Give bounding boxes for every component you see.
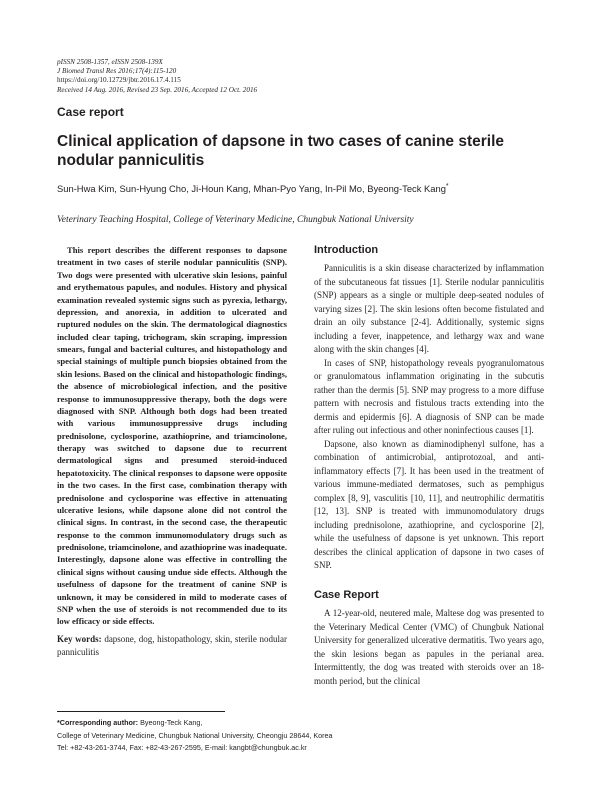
introduction-body xyxy=(314,262,544,573)
journal-metadata xyxy=(57,58,257,95)
corresponding-author-mark: * xyxy=(445,183,449,190)
keywords-label: Key words: xyxy=(57,634,102,644)
corresponding-author-name: Byeong-Teck Kang, xyxy=(140,718,203,727)
author-names: Sun-Hwa Kim, Sun-Hyung Cho, Ji-Houn Kang, Mhan-Pyo Yang, In-Pil Mo, Byeong-Teck Kang xyxy=(57,183,446,195)
dates-line: Received 14 Aug. 2016, Revised 23 Sep. 2016, Accepted 12 Oct. 2016 xyxy=(57,85,258,94)
paragraph: In cases of SNP, histopathology reveals pyogranulomatous or granulomatous inflammation originating in the subcutis rather than the dermis [5]. SNP may progress to a more diffuse pattern with necrosis and fistulous tracts extending into the dermis and epidermis [6]. A diagnosis of SNP can be made after ruling out infectious and other noninfectious causes [1]. xyxy=(314,357,544,435)
keywords xyxy=(57,633,287,659)
case-report-body xyxy=(314,607,544,688)
issn-line: pISSN 2508-1357, eISSN 2508-139X xyxy=(57,58,163,66)
article-title: Clinical application of dapsone in two cases of canine sterile nodular panniculitis xyxy=(57,133,505,169)
case-report-heading: Case Report xyxy=(314,589,379,601)
abstract: This report describes the different responses to dapsone treatment in two cases of sterile nodular panniculitis (SNP). Two dogs were presented with ulcerative skin lesions, painful and erythematous papules, and nodules. History and physical examination revealed systemic signs such as pyrexia, lethargy, depression, and anorexia, in addition to ulcerated and ruptured nodules on the skin. The dermatological diagnostics included clear taping, trichogram, skin scraping, impression smears, fungal and bacterial cultures, and histopathology and special stainings of multiple punch biopsies obtained from the skin lesions. Based on the clinical and histopathologic findings, the absence of microbiological infection, and the positive response to immunosuppressive therapy, both the dogs were diagnosed with SNP. Although both dogs had been treated with various immunosuppressive drugs including prednisolone, cyclosporine, azathioprine, and triamcinolone, therapy was switched to dapsone due to recurrent dermatological signs and presumed steroid-induced hepatotoxicity. The clinical responses to dapsone were opposite in the two cases. In the first case, combination therapy with prednisolone and cyclosporine was effective in attenuating ulcerative lesions, while dapsone alone did not control the clinical signs. In contrast, in the second case, the therapeutic response to the common immunomodulatory drugs such as prednisolone, triamcinolone, and azathioprine was inadequate. Interestingly, dapsone alone was effective in controlling the clinical signs without causing undue side effects. Although the usefulness of dapsone for the treatment of canine SNP is unknown, it may be considered in mild to moderate cases of SNP when the use of steroids is not recommended due to its low efficacy or side effects. xyxy=(57,245,287,627)
footnote-divider xyxy=(57,711,225,712)
affiliation: Veterinary Teaching Hospital, College of Veterinary Medicine, Chungbuk National University xyxy=(57,215,414,225)
corresponding-address: College of Veterinary Medicine, Chungbuk National University, Cheongju 28644, Korea xyxy=(57,730,333,740)
corresponding-author-label: *Corresponding author: xyxy=(57,718,139,727)
keywords-text: dapsone, dog, histopathology, skin, sterile nodular panniculitis xyxy=(57,634,287,657)
paragraph: Panniculitis is a skin disease characterized by inflammation of the subcutaneous fat tissues [1]. Sterile nodular panniculitis (SNP) appears as a single or multiple deep-seated nodules of varying sizes [2]. The skin lesions often become fistulated and drain an oily substance [2-4]. Additionally, systemic signs including a fever, inappetence, and lethargy wax and wane along with the skin changes [4]. xyxy=(314,263,544,354)
introduction-heading: Introduction xyxy=(314,244,379,256)
paragraph: A 12-year-old, neutered male, Maltese dog was presented to the Veterinary Medical Center (VMC) of Chungbuk National University for generalized ulcerative dermatitis. Two years ago, the skin lesions began as papules in the perianal area. Intermittently, the dog was treated with steroids over an 18-month period, but the clinical xyxy=(314,608,544,686)
corresponding-contact: Tel: +82-43-261-3744, Fax: +82-43-267-2595, E-mail: kangbt@chungbuk.ac.kr xyxy=(57,743,307,752)
correspondence-footnote xyxy=(57,717,333,755)
article-type-label: Case report xyxy=(57,105,124,119)
author-list xyxy=(57,183,449,194)
doi-link[interactable]: https://doi.org/10.12729/jbtr.2016.17.4.115 xyxy=(57,76,181,85)
citation-line: J Biomed Transl Res 2016;17(4):115-120 xyxy=(57,67,177,76)
paragraph: Dapsone, also known as diaminodiphenyl sulfone, has a combination of antimicrobial, antiprotozoal, and anti-inflammatory effects [7]. It has been used in the treatment of various immune-mediated dermatoses, such as pemphigus complex [8, 9], vasculitis [10, 11], and neutrophilic dermatitis [12, 13]. SNP is treated with immunomodulatory drugs including prednisolone, azathioprine, and cyclosporine [2], while the usefulness of dapsone is yet unknown. This report describes the clinical application of dapsone in two cases of SNP. xyxy=(314,438,544,570)
